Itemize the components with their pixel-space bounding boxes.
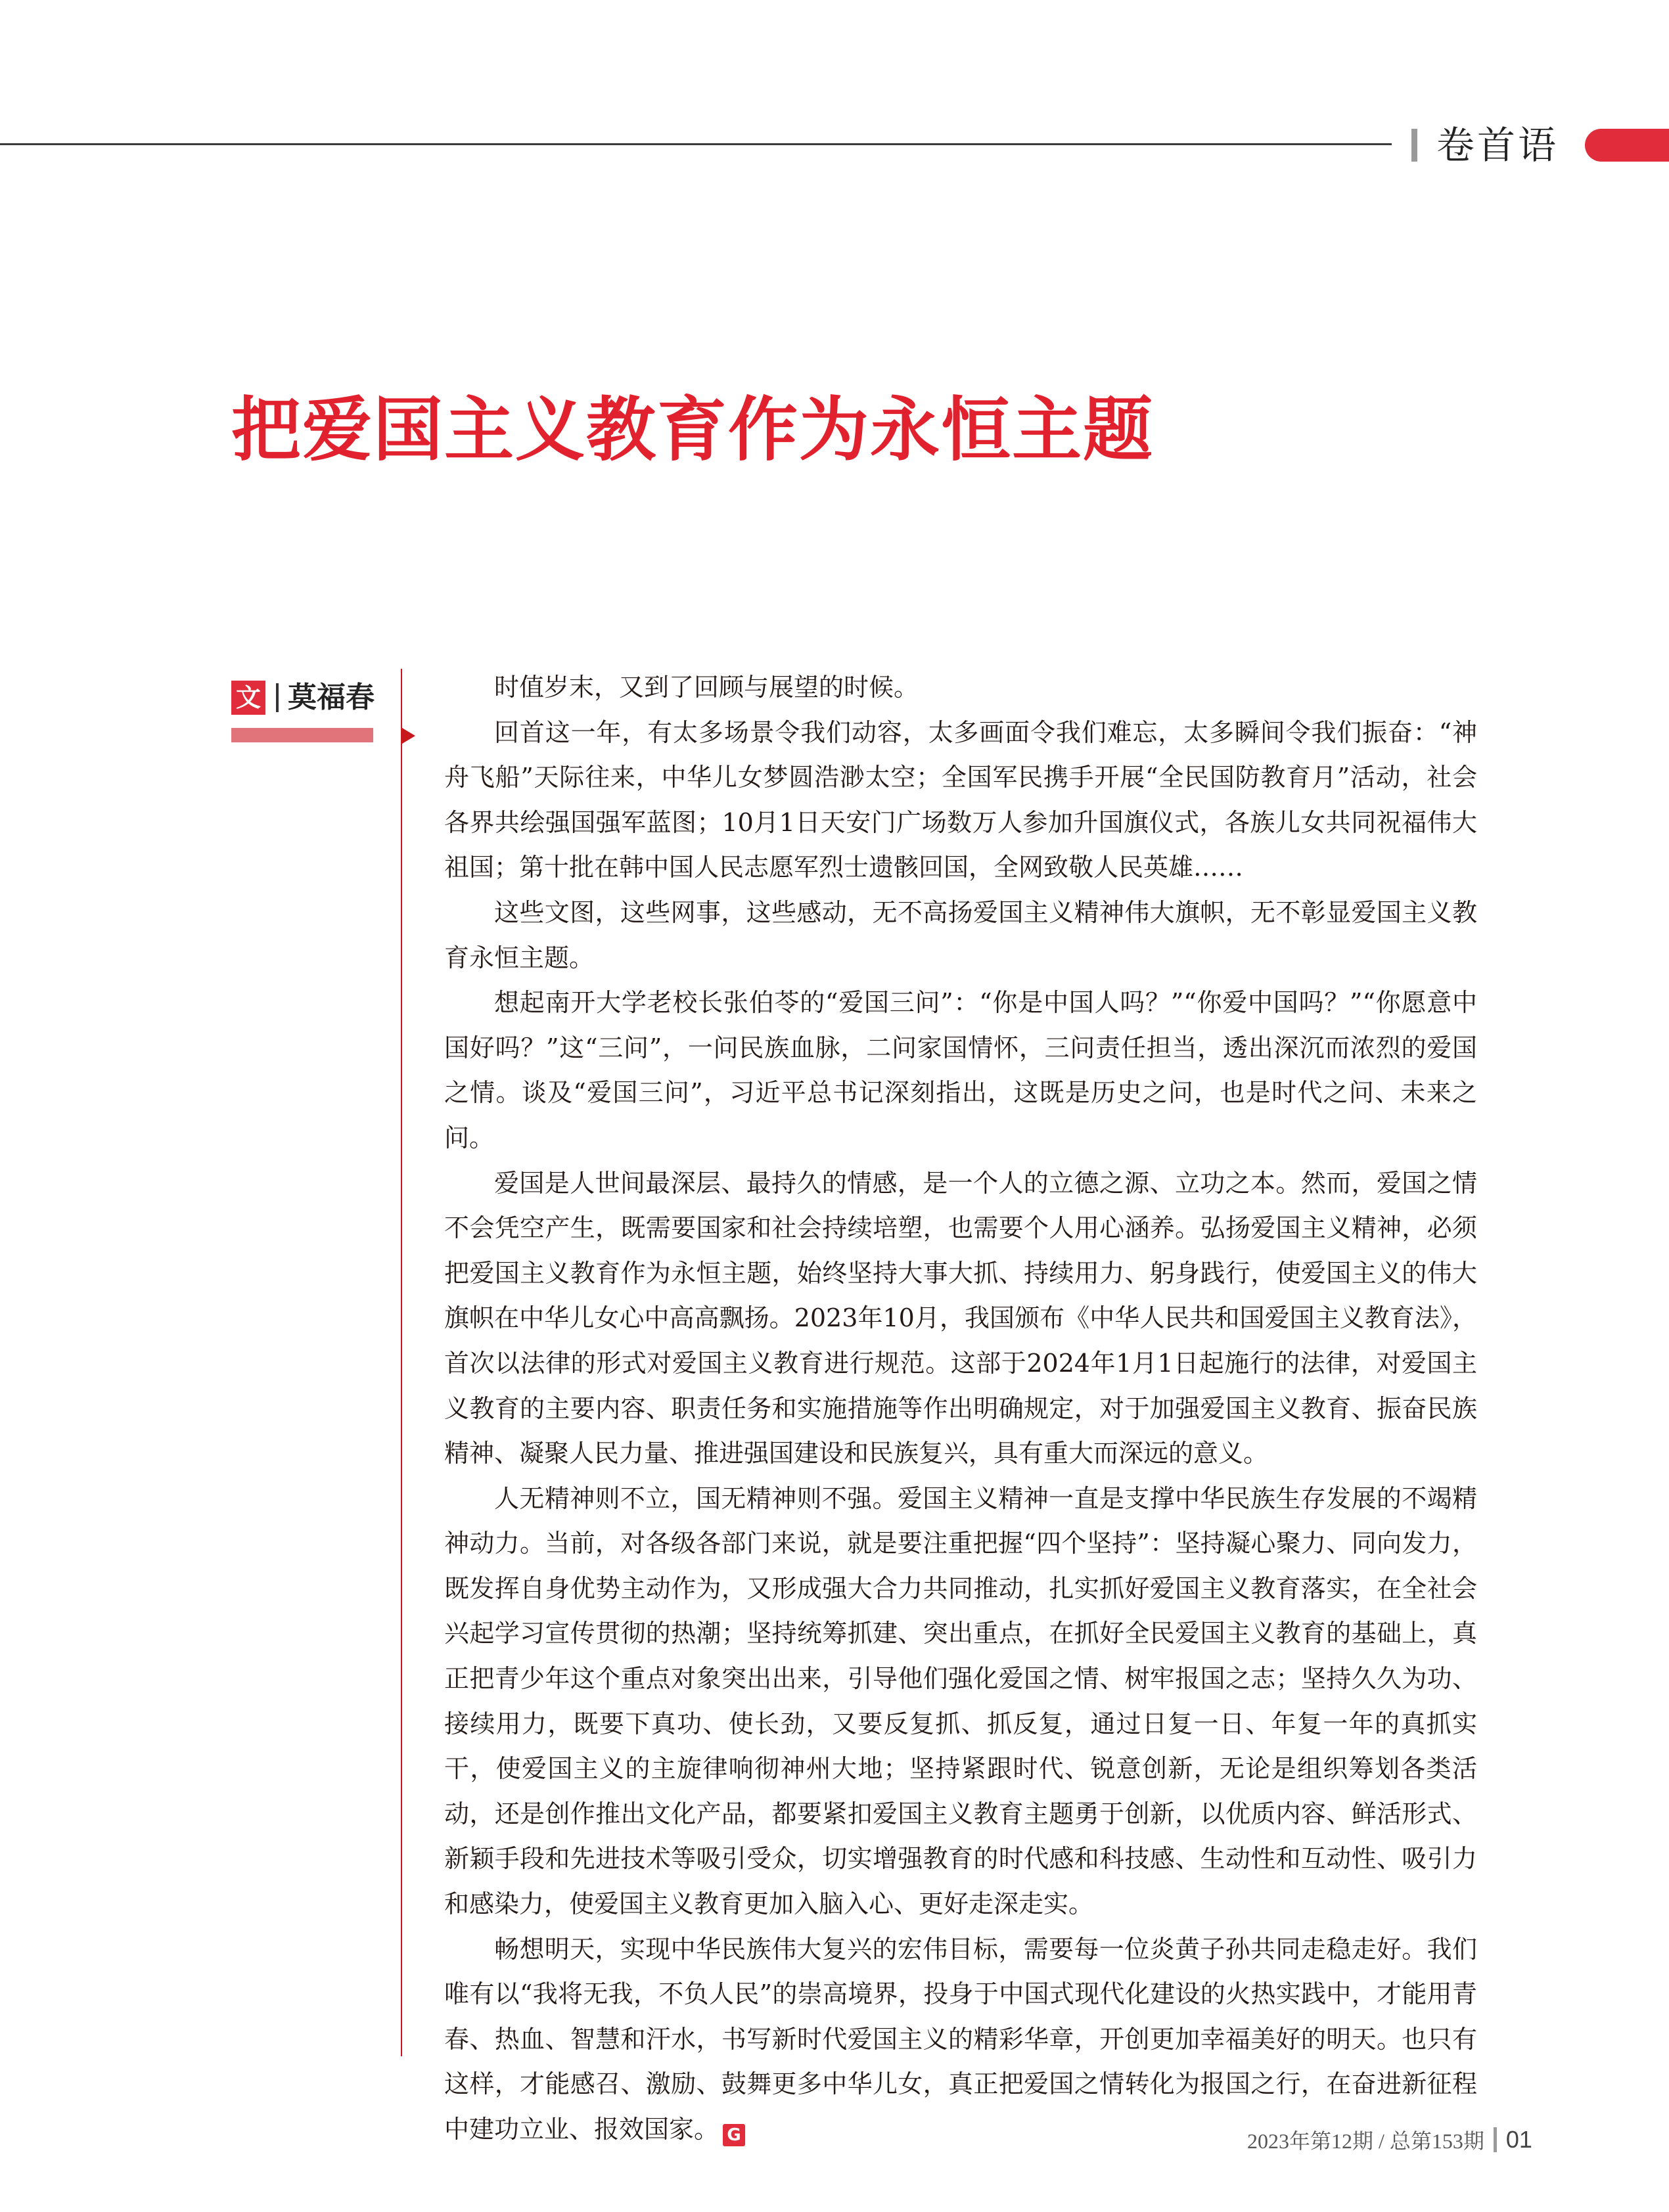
column-divider-line: [401, 669, 402, 2056]
author-underline-bar: [231, 728, 373, 742]
end-mark-icon: G: [723, 2124, 745, 2146]
page-number: 01: [1505, 2126, 1532, 2153]
section-divider: [1411, 129, 1417, 162]
paragraph: 回首这一年，有太多场景令我们动容，太多画面令我们难忘，太多瞬间令我们振奋：“神舟飞船”天际往来，中华儿女梦圆浩渺太空；全国军民携手开展“全民国防教育月”活动，社会各界共绘强国强军蓝图；10月1日天安门广场数万人参加升国旗仪式，各族儿女共同祝福伟大祖国；第十批在韩中国人民志愿军烈士遗骸回国，全网致敬人民英雄……: [444, 717, 1477, 882]
byline-separator: [276, 683, 279, 712]
issue-info: 2023年第12期 / 总第153期: [1247, 2129, 1484, 2153]
paragraph: 爱国是人世间最深层、最持久的情感，是一个人的立德之源、立功之本。然而，爱国之情不会凭空产生，既需要国家和社会持续培塑，也需要个人用心涵养。弘扬爱国主义精神，必须把爱国主义教育作为永恒主题，始终坚持大事大抓、持续用力、躬身践行，使爱国主义的伟大旗帜在中华儿女心中高高飘扬。2023年10月，我国颁布《中华人民共和国爱国主义教育法》，首次以法律的形式对爱国主义教育进行规范。这部于2024年1月1日起施行的法律，对爱国主义教育的主要内容、职责任务和实施措施等作出明确规定，对于加强爱国主义教育、振奋民族精神、凝聚人民力量、推进强国建设和民族复兴，具有重大而深远的意义。: [444, 1168, 1477, 1468]
paragraph: 这些文图，这些网事，这些感动，无不高扬爱国主义精神伟大旗帜，无不彰显爱国主义教育永恒主题。: [444, 897, 1477, 972]
paragraph-last: [444, 1927, 1477, 2152]
byline: [231, 678, 375, 717]
arrow-marker-icon: [402, 728, 415, 744]
article-title: 把爱国主义教育作为永恒主题: [231, 390, 1154, 470]
paragraph: 时值岁末，又到了回顾与展望的时候。: [494, 673, 919, 702]
article-body: [444, 665, 1477, 2152]
paragraph: 人无精神则不立，国无精神则不强。爱国主义精神一直是支撑中华民族生存发展的不竭精神动力。当前，对各级各部门来说，就是要注重把握“四个坚持”：坚持凝心聚力、同向发力，既发挥自身优势主动作为，又形成强大合力共同推动，扎实抓好爱国主义教育落实，在全社会兴起学习宣传贯彻的热潮；坚持统筹抓建、突出重点，在抓好全民爱国主义教育的基础上，真正把青少年这个重点对象突出出来，引导他们强化爱国之情、树牢报国之志；坚持久久为功、接续用力，既要下真功、使长劲，又要反复抓、抓反复，通过日复一日、年复一年的真抓实干，使爱国主义的主旋律响彻神州大地；坚持紧跟时代、锐意创新，无论是组织筹划各类活动，还是创作推出文化产品，都要紧扣爱国主义教育主题勇于创新，以优质内容、鲜活形式、新颖手段和先进技术等吸引受众，切实增强教育的时代感和科技感、生动性和互动性、吸引力和感染力，使爱国主义教育更加入脑入心、更好走深走实。: [444, 1483, 1477, 1919]
paragraph-text: 畅想明天，实现中华民族伟大复兴的宏伟目标，需要每一位炎黄子孙共同走稳走好。我们唯有以“我将无我，不负人民”的崇高境界，投身于中国式现代化建设的火热实践中，才能用青春、热血、智慧和汗水，书写新时代爱国主义的精彩华章，开创更加幸福美好的明天。也只有这样，才能感召、激励、鼓舞更多中华儿女，真正把爱国之情转化为报国之行，在奋进新征程中建功立业、报效国家。: [444, 1934, 1477, 2144]
section-tab-marker: [1585, 129, 1669, 162]
paragraph: 想起南开大学老校长张伯苓的“爱国三问”：“你是中国人吗？”“你爱中国吗？”“你愿意中国好吗？”这“三问”，一问民族血脉，二问家国情怀，三问责任担当，透出深沉而浓烈的爱国之情。谈及“爱国三问”，习近平总书记深刻指出，这既是历史之问，也是时代之问、未来之问。: [444, 988, 1477, 1152]
footer-separator: [1494, 2127, 1497, 2152]
byline-tag: 文: [231, 681, 265, 715]
section-title: 卷首语: [1436, 123, 1559, 168]
header-rule: [0, 143, 1392, 145]
author-name: 莫福春: [288, 681, 375, 714]
page-footer: [1247, 2125, 1532, 2155]
